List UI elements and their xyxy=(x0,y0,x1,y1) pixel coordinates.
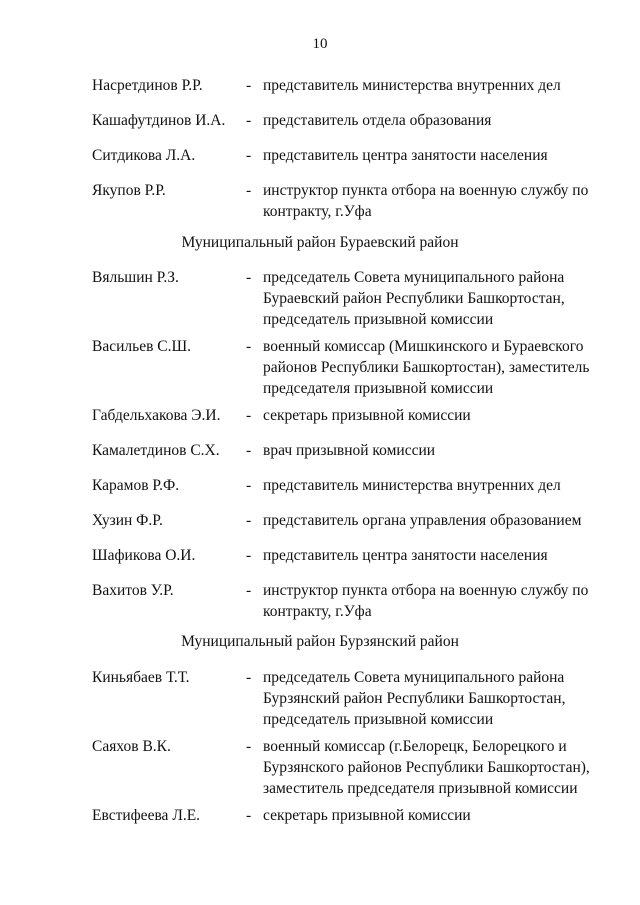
role-line: представитель центра занятости населения xyxy=(263,147,548,164)
member-name: Якупов Р.Р. xyxy=(92,182,166,199)
dash-separator: - xyxy=(246,269,252,286)
dash-separator: - xyxy=(246,112,252,129)
role-line: председатель призывной комиссии xyxy=(263,711,494,728)
page-number: 10 xyxy=(312,36,328,52)
member-name: Евстифеева Л.Е. xyxy=(92,807,201,824)
member-name: Вяльшин Р.З. xyxy=(92,269,179,286)
member-role xyxy=(263,267,603,330)
member-name: Саяхов В.К. xyxy=(92,738,171,755)
role-line: контракту, г.Уфа xyxy=(263,203,372,220)
role-line: контракту, г.Уфа xyxy=(263,603,372,620)
member-role xyxy=(263,440,603,461)
role-line: инструктор пункта отбора на военную службу по xyxy=(263,582,589,599)
member-role xyxy=(263,180,603,222)
role-line: представитель министерства внутренних дел xyxy=(263,477,561,494)
role-line: врач призывной комиссии xyxy=(263,442,436,459)
dash-separator: - xyxy=(246,738,252,755)
role-line: представитель органа управления образованием xyxy=(263,512,582,529)
member-role xyxy=(263,667,603,730)
member-name: Ситдикова Л.А. xyxy=(92,147,196,164)
role-line: председателя призывной комиссии xyxy=(263,380,494,397)
role-line: секретарь призывной комиссии xyxy=(263,407,471,424)
member-role xyxy=(263,110,603,131)
dash-separator: - xyxy=(246,407,252,424)
member-name: Васильев С.Ш. xyxy=(92,338,191,355)
member-role xyxy=(263,805,603,826)
role-line: Бурзянского районов Республики Башкортостан), xyxy=(263,759,590,776)
member-name: Камалетдинов С.Х. xyxy=(92,442,220,459)
dash-separator: - xyxy=(246,182,252,199)
member-name: Хузин Ф.Р. xyxy=(92,512,163,529)
role-line: председатель Совета муниципального района xyxy=(263,669,565,686)
member-role xyxy=(263,75,603,96)
member-name: Шафикова О.И. xyxy=(92,547,196,564)
member-name: Габдельхакова Э.И. xyxy=(92,407,221,424)
member-role xyxy=(263,545,603,566)
dash-separator: - xyxy=(246,147,252,164)
district-heading: Муниципальный район Бурзянский район xyxy=(181,633,459,650)
role-line: инструктор пункта отбора на военную службу по xyxy=(263,182,589,199)
member-role xyxy=(263,145,603,166)
member-name: Карамов Р.Ф. xyxy=(92,477,180,494)
dash-separator: - xyxy=(246,582,252,599)
member-role xyxy=(263,580,603,622)
role-line: представитель центра занятости населения xyxy=(263,547,548,564)
dash-separator: - xyxy=(246,669,252,686)
dash-separator: - xyxy=(246,338,252,355)
dash-separator: - xyxy=(246,477,252,494)
member-role xyxy=(263,475,603,496)
role-line: Бурзянский район Республики Башкортостан, xyxy=(263,690,566,707)
role-line: председатель Совета муниципального района xyxy=(263,269,565,286)
role-line: представитель министерства внутренних дел xyxy=(263,77,561,94)
dash-separator: - xyxy=(246,547,252,564)
member-role xyxy=(263,510,603,531)
member-name: Вахитов У.Р. xyxy=(92,582,174,599)
dash-separator: - xyxy=(246,807,252,824)
district-heading: Муниципальный район Бураевский район xyxy=(181,234,459,251)
role-line: заместитель председателя призывной комиссии xyxy=(263,780,578,797)
dash-separator: - xyxy=(246,77,252,94)
role-line: военный комиссар (Мишкинского и Бураевского xyxy=(263,338,584,355)
dash-separator: - xyxy=(246,512,252,529)
member-name: Кашафутдинов И.А. xyxy=(92,112,226,129)
member-role xyxy=(263,736,603,799)
role-line: секретарь призывной комиссии xyxy=(263,807,471,824)
role-line: районов Республики Башкортостан), заместитель xyxy=(263,359,590,376)
member-name: Киньябаев Т.Т. xyxy=(92,669,190,686)
role-line: Бураевский район Республики Башкортостан, xyxy=(263,290,565,307)
dash-separator: - xyxy=(246,442,252,459)
role-line: председатель призывной комиссии xyxy=(263,311,494,328)
member-name: Насретдинов Р.Р. xyxy=(92,77,203,94)
role-line: представитель отдела образования xyxy=(263,112,492,129)
member-role xyxy=(263,336,603,399)
member-role xyxy=(263,405,603,426)
role-line: военный комиссар (г.Белорецк, Белорецкого и xyxy=(263,738,567,755)
